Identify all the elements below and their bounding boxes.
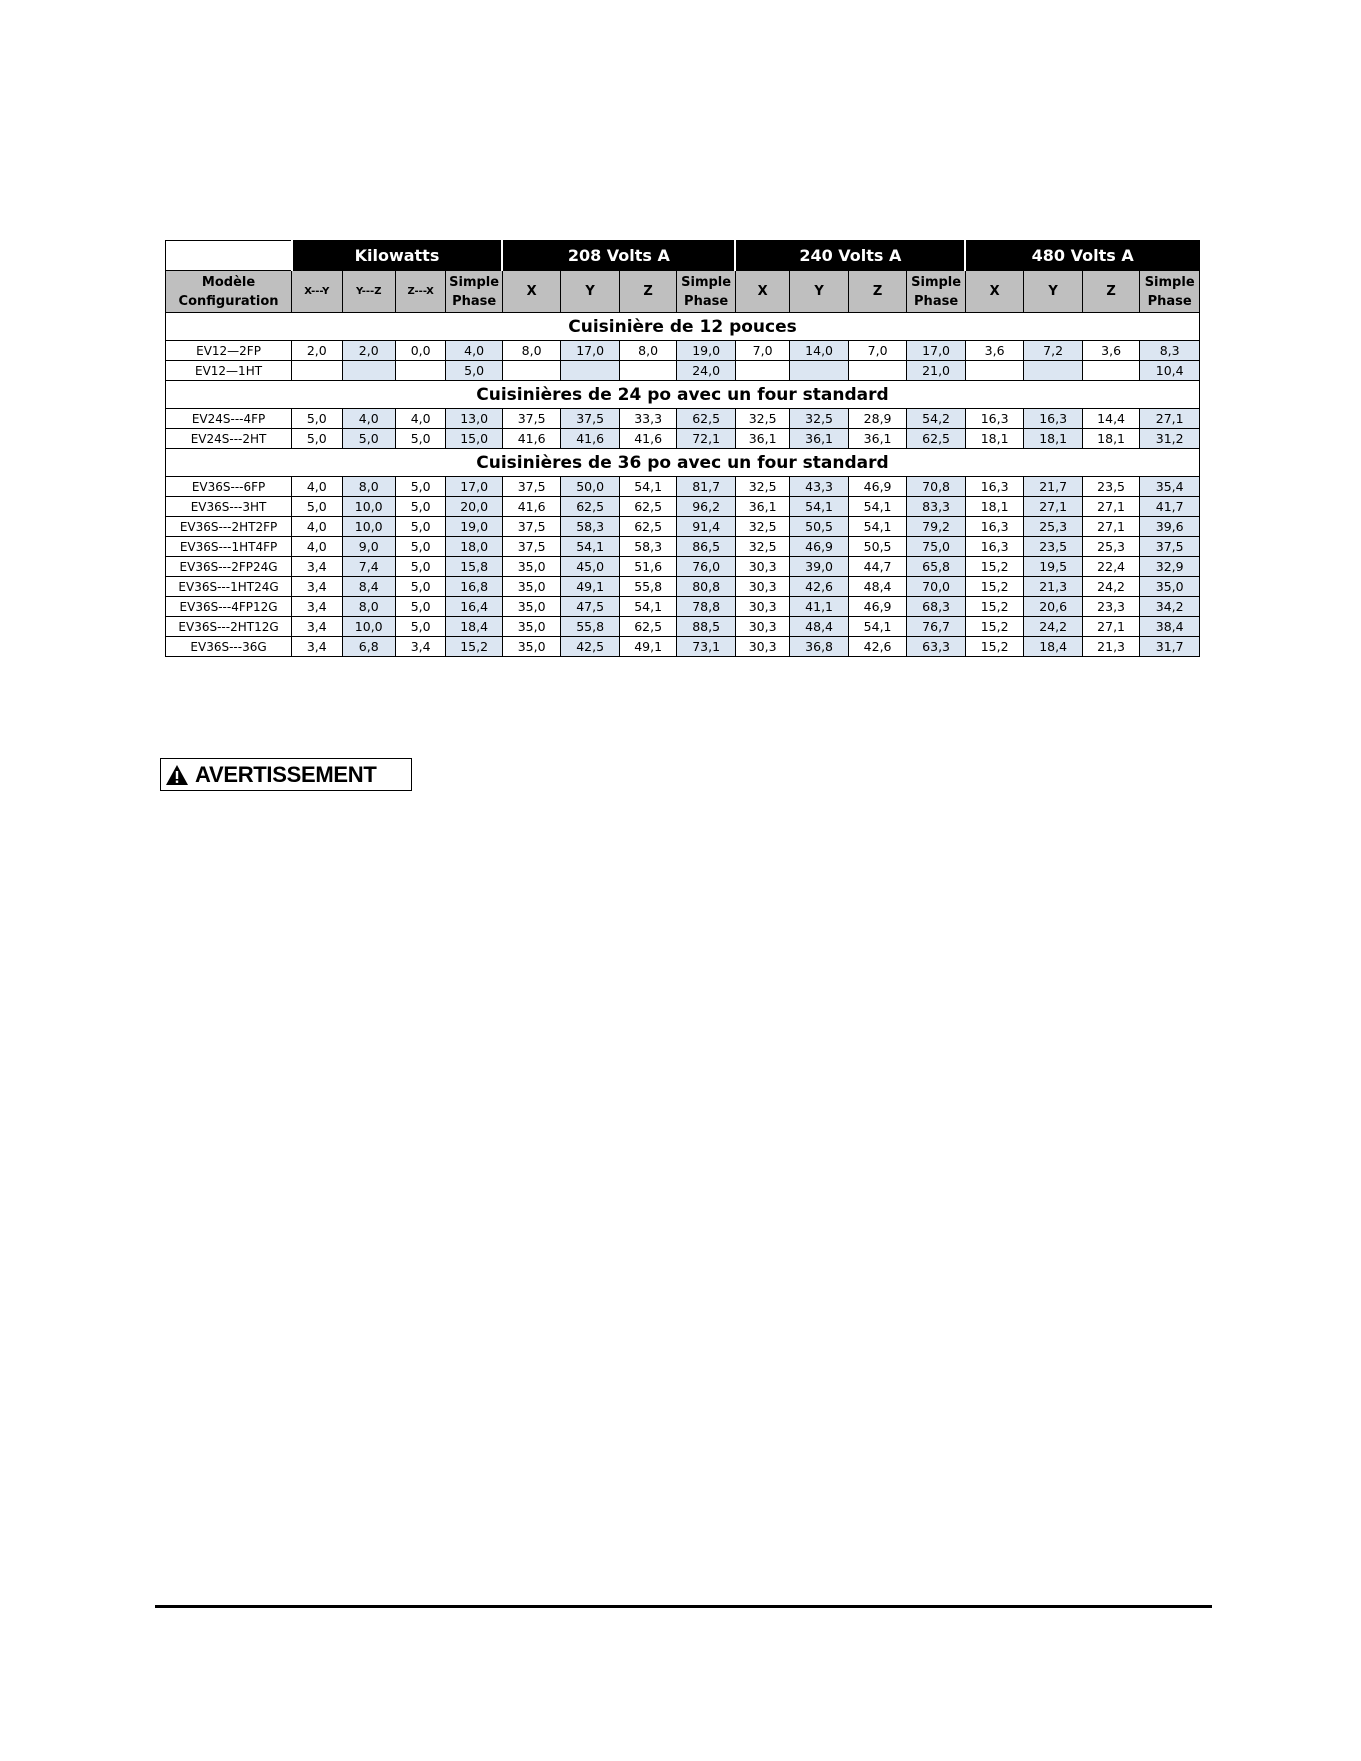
value-cell: 30,3 (735, 577, 789, 597)
value-cell: 44,7 (848, 557, 907, 577)
value-cell: 8,4 (342, 577, 395, 597)
value-cell: 50,5 (848, 537, 907, 557)
model-cell: EV36S---3HT (166, 497, 292, 517)
table-row (166, 617, 1200, 637)
value-cell: 54,1 (561, 537, 620, 557)
value-cell: 16,3 (1024, 409, 1083, 429)
value-cell: 50,0 (561, 477, 620, 497)
model-header-line2: Configuration (178, 293, 279, 309)
value-cell: 39,6 (1140, 517, 1200, 537)
value-cell: 62,5 (619, 617, 676, 637)
value-cell: 18,4 (446, 617, 503, 637)
value-cell: 86,5 (677, 537, 736, 557)
table-body (166, 313, 1200, 657)
value-cell: 46,9 (848, 597, 907, 617)
value-cell: 17,0 (907, 341, 966, 361)
value-cell (1024, 361, 1083, 381)
value-cell: 18,1 (965, 497, 1024, 517)
table-row (166, 341, 1200, 361)
value-cell: 37,5 (502, 477, 561, 497)
table-row (166, 477, 1200, 497)
value-cell: 39,0 (790, 557, 849, 577)
value-cell: 6,8 (342, 637, 395, 657)
value-cell: 14,0 (790, 341, 849, 361)
value-cell: 9,0 (342, 537, 395, 557)
electrical-spec-table (165, 240, 1200, 657)
warning-triangle-icon (165, 764, 189, 786)
column-header-240-simple-phase (907, 271, 966, 313)
model-cell: EV24S---4FP (166, 409, 292, 429)
column-header-480-y: Y (1024, 271, 1083, 313)
column-header-240-z: Z (848, 271, 907, 313)
value-cell: 35,0 (502, 617, 561, 637)
phase-label: Phase (914, 293, 959, 309)
value-cell: 35,0 (502, 637, 561, 657)
value-cell: 36,8 (790, 637, 849, 657)
value-cell: 49,1 (561, 577, 620, 597)
column-header-480-x: X (965, 271, 1024, 313)
value-cell: 33,3 (619, 409, 676, 429)
value-cell: 17,0 (446, 477, 503, 497)
section-row (166, 313, 1200, 341)
value-cell: 4,0 (292, 537, 342, 557)
column-header-208-y: Y (561, 271, 620, 313)
value-cell: 3,6 (965, 341, 1024, 361)
column-header-208-simple-phase (677, 271, 736, 313)
value-cell: 21,0 (907, 361, 966, 381)
value-cell: 79,2 (907, 517, 966, 537)
column-header-240-y: Y (790, 271, 849, 313)
value-cell: 0,0 (395, 341, 445, 361)
value-cell: 96,2 (677, 497, 736, 517)
value-cell (735, 361, 789, 381)
value-cell (1082, 361, 1139, 381)
value-cell: 20,0 (446, 497, 503, 517)
value-cell: 46,9 (790, 537, 849, 557)
value-cell: 27,1 (1082, 517, 1139, 537)
value-cell: 15,2 (965, 637, 1024, 657)
value-cell: 55,8 (619, 577, 676, 597)
value-cell: 8,0 (502, 341, 561, 361)
section-row (166, 449, 1200, 477)
value-cell: 37,5 (1140, 537, 1200, 557)
value-cell: 18,1 (1024, 429, 1083, 449)
table-row (166, 557, 1200, 577)
value-cell: 78,8 (677, 597, 736, 617)
column-header-208-z: Z (619, 271, 676, 313)
value-cell: 81,7 (677, 477, 736, 497)
value-cell: 63,3 (907, 637, 966, 657)
value-cell: 32,5 (735, 477, 789, 497)
value-cell: 62,5 (907, 429, 966, 449)
section-row (166, 381, 1200, 409)
value-cell: 88,5 (677, 617, 736, 637)
value-cell: 27,1 (1082, 617, 1139, 637)
phase-label: Phase (684, 293, 729, 309)
value-cell: 35,0 (502, 577, 561, 597)
value-cell: 2,0 (342, 341, 395, 361)
value-cell: 30,3 (735, 637, 789, 657)
value-cell: 21,3 (1024, 577, 1083, 597)
value-cell: 34,2 (1140, 597, 1200, 617)
value-cell: 24,2 (1082, 577, 1139, 597)
value-cell: 14,4 (1082, 409, 1139, 429)
value-cell: 54,1 (848, 617, 907, 637)
value-cell (619, 361, 676, 381)
value-cell: 5,0 (395, 557, 445, 577)
section-title: Cuisinières de 24 po avec un four standard (166, 381, 1200, 409)
value-cell: 41,6 (619, 429, 676, 449)
value-cell: 23,3 (1082, 597, 1139, 617)
value-cell: 68,3 (907, 597, 966, 617)
value-cell: 37,5 (502, 409, 561, 429)
value-cell: 28,9 (848, 409, 907, 429)
value-cell: 15,0 (446, 429, 503, 449)
value-cell (502, 361, 561, 381)
value-cell: 18,4 (1024, 637, 1083, 657)
value-cell: 80,8 (677, 577, 736, 597)
value-cell: 65,8 (907, 557, 966, 577)
value-cell: 15,2 (965, 557, 1024, 577)
model-cell: EV36S---1HT24G (166, 577, 292, 597)
value-cell: 19,0 (677, 341, 736, 361)
value-cell: 73,1 (677, 637, 736, 657)
value-cell: 30,3 (735, 617, 789, 637)
value-cell: 21,3 (1082, 637, 1139, 657)
value-cell (395, 361, 445, 381)
value-cell: 38,4 (1140, 617, 1200, 637)
model-cell: EV36S---2HT12G (166, 617, 292, 637)
value-cell: 83,3 (907, 497, 966, 517)
value-cell: 16,4 (446, 597, 503, 617)
value-cell: 17,0 (561, 341, 620, 361)
phase-label: Phase (452, 293, 497, 309)
value-cell: 27,1 (1082, 497, 1139, 517)
warning-text: AVERTISSEMENT (195, 761, 377, 787)
value-cell: 31,7 (1140, 637, 1200, 657)
value-cell: 32,5 (735, 409, 789, 429)
value-cell: 47,5 (561, 597, 620, 617)
value-cell: 5,0 (395, 597, 445, 617)
value-cell: 8,0 (619, 341, 676, 361)
value-cell: 4,0 (292, 517, 342, 537)
value-cell: 4,0 (292, 477, 342, 497)
value-cell: 91,4 (677, 517, 736, 537)
value-cell: 19,5 (1024, 557, 1083, 577)
value-cell (292, 361, 342, 381)
value-cell: 62,5 (619, 517, 676, 537)
column-header-kw-zx: Z---X (395, 271, 445, 313)
table-row (166, 409, 1200, 429)
value-cell: 70,0 (907, 577, 966, 597)
value-cell: 3,4 (292, 617, 342, 637)
value-cell: 19,0 (446, 517, 503, 537)
group-header-240v: 240 Volts A (735, 241, 965, 271)
value-cell: 35,4 (1140, 477, 1200, 497)
value-cell: 32,5 (790, 409, 849, 429)
value-cell: 5,0 (446, 361, 503, 381)
value-cell: 5,0 (395, 429, 445, 449)
value-cell: 18,1 (1082, 429, 1139, 449)
model-cell: EV36S---1HT4FP (166, 537, 292, 557)
table-row (166, 577, 1200, 597)
value-cell: 25,3 (1082, 537, 1139, 557)
table-row (166, 361, 1200, 381)
value-cell: 3,4 (292, 557, 342, 577)
value-cell: 54,1 (848, 497, 907, 517)
value-cell: 42,5 (561, 637, 620, 657)
value-cell: 32,5 (735, 537, 789, 557)
value-cell: 54,1 (848, 517, 907, 537)
value-cell: 54,1 (619, 597, 676, 617)
value-cell: 54,2 (907, 409, 966, 429)
value-cell: 5,0 (395, 577, 445, 597)
value-cell: 7,4 (342, 557, 395, 577)
value-cell: 54,1 (790, 497, 849, 517)
value-cell: 41,6 (502, 497, 561, 517)
value-cell: 3,6 (1082, 341, 1139, 361)
value-cell: 2,0 (292, 341, 342, 361)
value-cell: 49,1 (619, 637, 676, 657)
value-cell (965, 361, 1024, 381)
header-blank-cell (166, 241, 292, 271)
value-cell: 62,5 (619, 497, 676, 517)
value-cell: 5,0 (395, 537, 445, 557)
value-cell: 7,0 (735, 341, 789, 361)
value-cell: 62,5 (677, 409, 736, 429)
value-cell: 10,0 (342, 617, 395, 637)
value-cell: 5,0 (395, 477, 445, 497)
value-cell: 48,4 (790, 617, 849, 637)
value-cell: 4,0 (395, 409, 445, 429)
value-cell: 16,3 (965, 517, 1024, 537)
table-row (166, 637, 1200, 657)
simple-label: Simple (1144, 274, 1195, 290)
group-header-row (166, 241, 1200, 271)
column-header-row (166, 271, 1200, 313)
value-cell: 36,1 (848, 429, 907, 449)
table-row (166, 537, 1200, 557)
column-header-240-x: X (735, 271, 789, 313)
value-cell: 35,0 (502, 557, 561, 577)
value-cell: 36,1 (735, 497, 789, 517)
value-cell: 3,4 (292, 637, 342, 657)
column-header-kw-yz: Y---Z (342, 271, 395, 313)
model-cell: EV24S---2HT (166, 429, 292, 449)
model-cell: EV12—1HT (166, 361, 292, 381)
value-cell: 42,6 (790, 577, 849, 597)
model-cell: EV36S---2FP24G (166, 557, 292, 577)
value-cell: 15,2 (965, 597, 1024, 617)
column-header-model (166, 271, 292, 313)
value-cell: 25,3 (1024, 517, 1083, 537)
section-title: Cuisinières de 36 po avec un four standard (166, 449, 1200, 477)
value-cell: 24,2 (1024, 617, 1083, 637)
value-cell: 5,0 (292, 409, 342, 429)
model-cell: EV36S---36G (166, 637, 292, 657)
value-cell: 41,6 (561, 429, 620, 449)
value-cell: 18,0 (446, 537, 503, 557)
value-cell: 50,5 (790, 517, 849, 537)
value-cell: 7,0 (848, 341, 907, 361)
value-cell (848, 361, 907, 381)
column-header-208-x: X (502, 271, 561, 313)
value-cell: 8,0 (342, 597, 395, 617)
model-cell: EV36S---6FP (166, 477, 292, 497)
value-cell: 18,1 (965, 429, 1024, 449)
value-cell: 36,1 (790, 429, 849, 449)
value-cell: 37,5 (502, 517, 561, 537)
value-cell: 76,7 (907, 617, 966, 637)
value-cell: 70,8 (907, 477, 966, 497)
value-cell: 62,5 (561, 497, 620, 517)
column-header-480-z: Z (1082, 271, 1139, 313)
value-cell: 5,0 (292, 497, 342, 517)
column-header-480-simple-phase (1140, 271, 1200, 313)
value-cell: 8,3 (1140, 341, 1200, 361)
value-cell: 15,2 (965, 617, 1024, 637)
value-cell: 16,3 (965, 537, 1024, 557)
value-cell: 55,8 (561, 617, 620, 637)
value-cell: 10,4 (1140, 361, 1200, 381)
value-cell: 30,3 (735, 557, 789, 577)
value-cell: 46,9 (848, 477, 907, 497)
value-cell: 37,5 (561, 409, 620, 429)
value-cell: 15,2 (965, 577, 1024, 597)
value-cell: 5,0 (342, 429, 395, 449)
value-cell: 76,0 (677, 557, 736, 577)
warning-label (160, 758, 412, 791)
value-cell: 16,8 (446, 577, 503, 597)
value-cell: 21,7 (1024, 477, 1083, 497)
value-cell: 27,1 (1140, 409, 1200, 429)
table-row (166, 429, 1200, 449)
value-cell: 5,0 (395, 497, 445, 517)
phase-label: Phase (1147, 293, 1192, 309)
value-cell: 16,3 (965, 477, 1024, 497)
value-cell: 24,0 (677, 361, 736, 381)
value-cell: 43,3 (790, 477, 849, 497)
value-cell: 8,0 (342, 477, 395, 497)
value-cell: 3,4 (395, 637, 445, 657)
group-header-208v: 208 Volts A (502, 241, 735, 271)
value-cell: 54,1 (619, 477, 676, 497)
group-header-kilowatts: Kilowatts (292, 241, 503, 271)
value-cell: 32,5 (735, 517, 789, 537)
value-cell: 10,0 (342, 497, 395, 517)
footer-rule (155, 1605, 1212, 1608)
simple-label: Simple (911, 274, 962, 290)
model-cell: EV36S---4FP12G (166, 597, 292, 617)
value-cell: 30,3 (735, 597, 789, 617)
table-row (166, 597, 1200, 617)
column-header-kw-simple-phase (446, 271, 503, 313)
value-cell: 5,0 (395, 617, 445, 637)
value-cell: 32,9 (1140, 557, 1200, 577)
simple-label: Simple (681, 274, 732, 290)
value-cell: 4,0 (342, 409, 395, 429)
value-cell: 48,4 (848, 577, 907, 597)
table-row (166, 517, 1200, 537)
value-cell: 42,6 (848, 637, 907, 657)
value-cell (790, 361, 849, 381)
value-cell: 37,5 (502, 537, 561, 557)
value-cell: 23,5 (1024, 537, 1083, 557)
value-cell: 35,0 (1140, 577, 1200, 597)
value-cell: 13,0 (446, 409, 503, 429)
value-cell: 7,2 (1024, 341, 1083, 361)
simple-label: Simple (449, 274, 500, 290)
value-cell: 3,4 (292, 577, 342, 597)
value-cell: 23,5 (1082, 477, 1139, 497)
value-cell: 5,0 (395, 517, 445, 537)
value-cell: 15,2 (446, 637, 503, 657)
value-cell: 4,0 (446, 341, 503, 361)
value-cell: 27,1 (1024, 497, 1083, 517)
value-cell: 31,2 (1140, 429, 1200, 449)
table-row (166, 497, 1200, 517)
value-cell: 58,3 (561, 517, 620, 537)
value-cell (342, 361, 395, 381)
value-cell: 75,0 (907, 537, 966, 557)
value-cell: 35,0 (502, 597, 561, 617)
value-cell: 58,3 (619, 537, 676, 557)
value-cell (561, 361, 620, 381)
value-cell: 5,0 (292, 429, 342, 449)
value-cell: 16,3 (965, 409, 1024, 429)
model-cell: EV36S---2HT2FP (166, 517, 292, 537)
group-header-480v: 480 Volts A (965, 241, 1199, 271)
model-header-line1: Modèle (201, 274, 256, 290)
value-cell: 41,1 (790, 597, 849, 617)
value-cell: 51,6 (619, 557, 676, 577)
value-cell: 3,4 (292, 597, 342, 617)
value-cell: 72,1 (677, 429, 736, 449)
value-cell: 41,6 (502, 429, 561, 449)
value-cell: 36,1 (735, 429, 789, 449)
value-cell: 41,7 (1140, 497, 1200, 517)
value-cell: 45,0 (561, 557, 620, 577)
model-cell: EV12—2FP (166, 341, 292, 361)
value-cell: 10,0 (342, 517, 395, 537)
value-cell: 22,4 (1082, 557, 1139, 577)
value-cell: 15,8 (446, 557, 503, 577)
section-title: Cuisinière de 12 pouces (166, 313, 1200, 341)
column-header-kw-xy: X---Y (292, 271, 342, 313)
value-cell: 20,6 (1024, 597, 1083, 617)
